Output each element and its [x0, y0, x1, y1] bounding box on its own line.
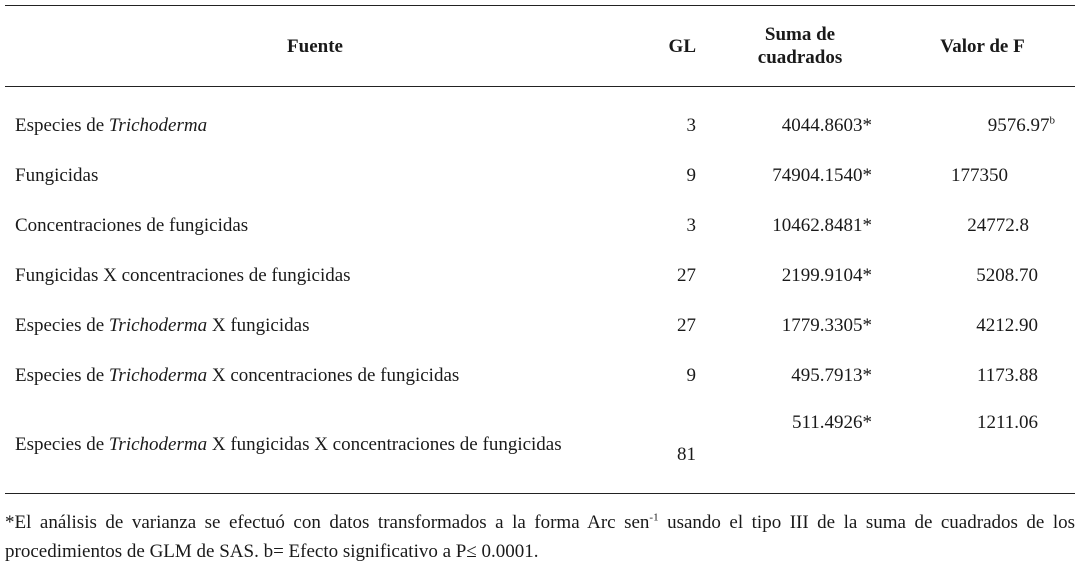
row-sum-of-squares: 74904.1540* [772, 165, 872, 186]
row-f-value: 177350 [951, 165, 1008, 186]
row-f-value: 5208.70 [976, 265, 1038, 286]
table-header [5, 6, 1075, 87]
row-f-value: 24772.8 [967, 215, 1029, 236]
row-sum-of-squares: 511.4926* [791, 412, 872, 433]
table-row [5, 351, 1075, 401]
row-gl: 27 [677, 315, 696, 336]
table-row [5, 201, 1075, 251]
table-row [5, 87, 1075, 152]
row-f-value: 4212.90 [976, 315, 1038, 336]
row-gl: 3 [686, 215, 696, 236]
row-source: Fungicidas [15, 165, 99, 186]
header-row [5, 6, 1075, 87]
header-source: Fuente [287, 35, 343, 57]
table-body [5, 87, 1075, 494]
row-sum-of-squares: 495.7913* [791, 365, 872, 386]
row-f-value: 1211.06 [976, 412, 1038, 433]
header-ss-line2: cuadrados [757, 47, 843, 68]
row-source: Especies de Trichoderma X fungicidas X concentraciones de fungicidas [15, 434, 562, 455]
table-row [5, 251, 1075, 301]
table-row [5, 151, 1075, 201]
anova-table [5, 5, 1075, 494]
row-gl: 81 [677, 444, 696, 465]
table-row [5, 301, 1075, 351]
row-sum-of-squares: 2199.9104* [781, 265, 872, 286]
row-source: Fungicidas X concentraciones de fungicidas [15, 265, 351, 286]
anova-table-container [5, 5, 1075, 494]
row-source: Especies de Trichoderma X fungicidas [15, 315, 310, 336]
header-f-value: Valor de F [940, 35, 1025, 57]
row-gl: 3 [686, 115, 696, 136]
header-ss-line1: Suma de [764, 24, 836, 45]
table-row [5, 401, 1075, 494]
row-source: Especies de Trichoderma X concentraciones de fungicidas [15, 365, 460, 386]
row-sum-of-squares: 1779.3305* [781, 315, 872, 336]
footnote-superscript: -1 [649, 511, 659, 524]
table-footnote: *El análisis de varianza se efectuó con datos transformados a la forma Arc sen$^{-1}$ usando el tipo III de la suma de cuadrados de los procedimientos de GLM de SAS. b= Efecto significativo a P≤ 0.0001. [5, 511, 1076, 562]
row-f-value: 9576.97$^b$ [987, 114, 1055, 136]
header-sum-of-squares [700, 6, 880, 87]
row-source: Concentraciones de fungicidas [15, 215, 249, 236]
row-f-value: 1173.88 [976, 365, 1038, 386]
row-gl: 27 [677, 265, 696, 286]
significance-superscript: b [1049, 114, 1055, 127]
row-gl: 9 [686, 165, 696, 186]
row-gl: 9 [686, 365, 696, 386]
row-sum-of-squares: 10462.8481* [772, 215, 872, 236]
header-gl: GL [668, 35, 696, 57]
row-sum-of-squares: 4044.8603* [781, 115, 872, 136]
row-source: Especies de Trichoderma [15, 115, 208, 136]
